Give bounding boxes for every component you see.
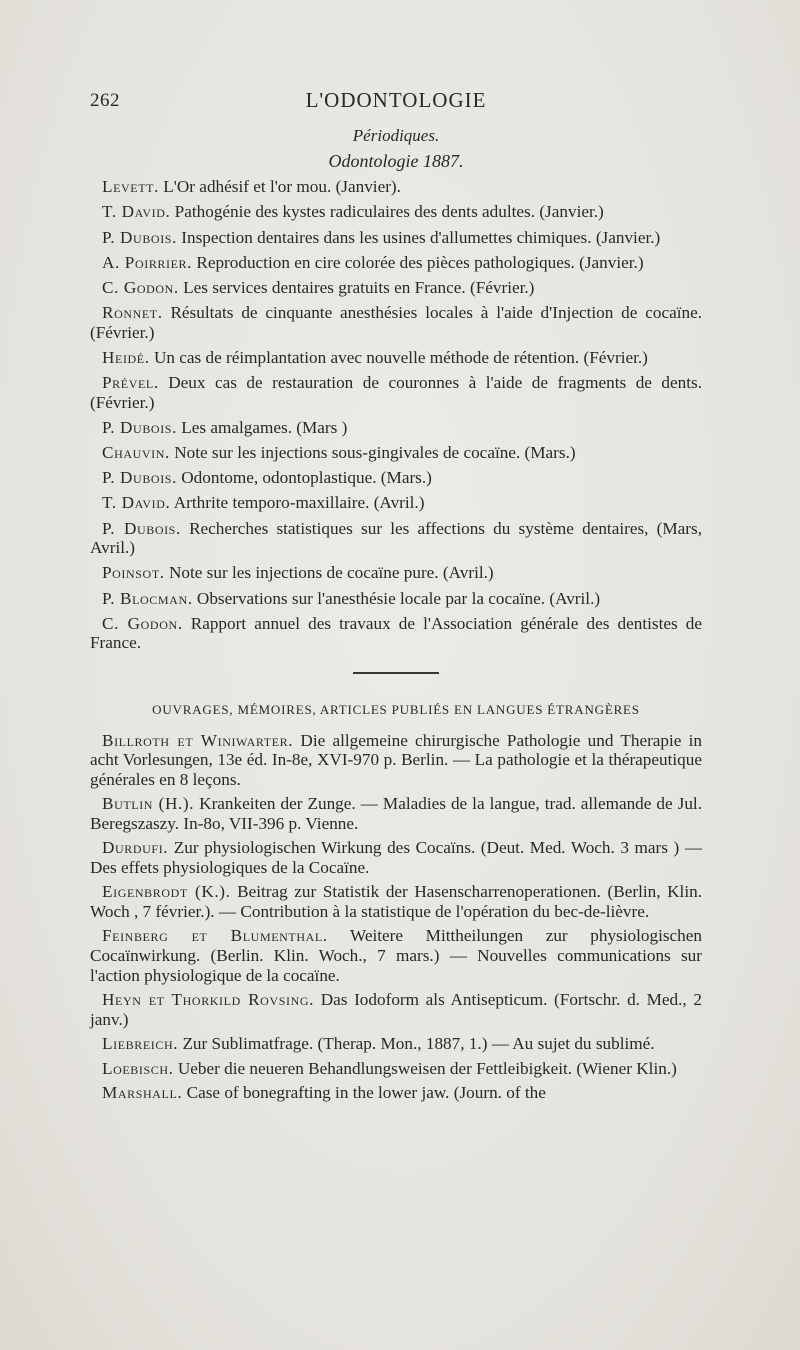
entry-author: C. Godon. xyxy=(102,277,179,297)
entry-text: Les amalgames. (Mars ) xyxy=(181,417,348,437)
bibliography-entry xyxy=(90,418,702,438)
entry-text: Zur physiologischen Wirkung des Cocaïns. (Deut. Med. Woch. 3 mars ) — Des effets physiologiques de la Cocaïne. xyxy=(90,838,703,877)
page-number: 262 xyxy=(90,90,120,111)
entry-author: Eigenbrodt (K.). xyxy=(102,882,231,902)
entry-text: Recherches statistiques sur les affections du système dentaires, (Mars, Avril.) xyxy=(90,518,702,558)
entry-text: Rapport annuel des travaux de l'Association générale des dentistes de France. xyxy=(90,613,702,653)
entry-author: Loebisch. xyxy=(102,1058,174,1078)
running-title: L'ODONTOLOGIE xyxy=(305,88,487,112)
entry-text: Note sur les injections sous-gingivales de cocaïne. (Mars.) xyxy=(174,443,576,463)
entry-text: Pathogénie des kystes radiculaires des dents adultes. (Janvier.) xyxy=(174,202,604,222)
entry-text: Beitrag zur Statistik der Hasenscharrenoperationen. (Berlin, Klin. Woch , 7 février.). — Contribution à la statistique de l'opération du bec-de-lièvre. xyxy=(90,882,703,921)
entry-author: T. David. xyxy=(102,202,171,222)
entry-text: Note sur les injections de cocaïne pure. (Avril.) xyxy=(168,563,494,583)
section-heading-foreign: OUVRAGES, MÉMOIRES, ARTICLES PUBLIÉS EN LANGUES ÉTRANGÈRES xyxy=(152,701,640,717)
subsection-title-odontologie: Odontologie 1887. xyxy=(328,150,464,171)
bibliography-entry xyxy=(90,838,702,877)
bibliography-entry xyxy=(90,493,702,513)
bibliography-entry xyxy=(90,1059,702,1079)
entry-text: Les services dentaires gratuits en France. (Février.) xyxy=(183,277,535,297)
entry-text: Résultats de cinquante anesthésies locales à l'aide d'Injection de cocaïne. (Février.) xyxy=(90,303,702,342)
entry-author: Poinsot. xyxy=(102,563,165,583)
bibliography-entry xyxy=(90,614,702,653)
section-divider xyxy=(353,672,439,674)
entry-author: Liebreich. xyxy=(102,1034,179,1054)
entry-text: Zur Sublimatfrage. (Therap. Mon., 1887, 1.) — Au sujet du sublimé. xyxy=(182,1034,655,1054)
entry-author: Heidé. xyxy=(102,347,150,367)
entry-text: Krankeiten der Zunge. — Maladies de la langue, trad. allemande de Jul. Beregszaszy. In-8o, VII-396 p. Vienne. xyxy=(90,794,703,833)
entry-author: Chauvin. xyxy=(102,443,170,463)
bibliography-entry xyxy=(90,228,702,248)
bibliography-entry xyxy=(90,1034,702,1054)
entry-author: Ronnet. xyxy=(102,303,163,323)
entry-author: P. Dubois. xyxy=(102,417,177,437)
bibliography-entry xyxy=(90,443,702,463)
bibliography-entry xyxy=(90,303,702,342)
section-title-periodiques: Périodiques. xyxy=(352,126,440,145)
entry-author: Prével. xyxy=(102,373,159,393)
entry-text: Observations sur l'anesthésie locale par la cocaïne. (Avril.) xyxy=(196,588,601,608)
bibliography-entry xyxy=(90,794,702,833)
bibliography-entry xyxy=(90,468,702,488)
entry-author: Durdufi. xyxy=(102,838,169,858)
entry-author: Butlin (H.). xyxy=(102,794,195,814)
bibliography-entry xyxy=(90,563,702,583)
entry-author: Levett. xyxy=(102,177,159,197)
bibliography-entry xyxy=(90,278,702,298)
entry-text: Case of bonegrafting in the lower jaw. (Journ. of the xyxy=(186,1083,546,1103)
entry-text: Un cas de réimplantation avec nouvelle méthode de rétention. (Février.) xyxy=(153,347,648,367)
periodiques-list xyxy=(90,177,702,653)
bibliography-entry xyxy=(90,519,702,558)
entry-author: P. Dubois. xyxy=(102,227,177,247)
bibliography-entry xyxy=(90,177,702,197)
entry-text: Reproduction en cire colorée des pièces pathologiques. (Janvier.) xyxy=(196,252,644,272)
bibliography-entry xyxy=(90,373,702,412)
entry-text: Deux cas de restauration de couronnes à l'aide de fragments de dents. (Février.) xyxy=(90,373,703,412)
entry-text: Odontome, odontoplastique. (Mars.) xyxy=(181,468,432,488)
entry-text: Inspection dentaires dans les usines d'allumettes chimiques. (Janvier.) xyxy=(181,227,661,247)
bibliography-entry xyxy=(90,882,702,921)
entry-text: Weitere Mittheilungen zur physiologischen Cocaïnwirkung. (Berlin. Klin. Woch., 7 mars.) — Nouvelles communications sur l'action physiologique de la cocaïne. xyxy=(90,926,702,985)
foreign-publications-list xyxy=(90,731,702,1103)
page-body xyxy=(90,126,702,1108)
bibliography-entry xyxy=(90,202,702,222)
entry-author: Marshall. xyxy=(102,1083,183,1103)
bibliography-entry xyxy=(90,926,702,985)
bibliography-entry xyxy=(90,253,702,273)
entry-author: C. Godon. xyxy=(102,613,183,633)
entry-text: Ueber die neueren Behandlungsweisen der Fettleibigkeit. (Wiener Klin.) xyxy=(177,1058,677,1078)
entry-author: A. Poirrier. xyxy=(102,252,193,272)
entry-author: P. Dubois. xyxy=(102,518,181,538)
bibliography-entry xyxy=(90,589,702,609)
entry-author: P. Dubois. xyxy=(102,468,177,488)
entry-author: Feinberg et Blumenthal. xyxy=(102,926,328,946)
bibliography-entry xyxy=(90,1083,702,1103)
entry-author: Billroth et Winiwarter. xyxy=(102,730,294,750)
bibliography-entry xyxy=(90,348,702,368)
bibliography-entry xyxy=(90,731,702,790)
entry-author: P. Blocman. xyxy=(102,588,193,608)
entry-text: Arthrite temporo-maxillaire. (Avril.) xyxy=(173,493,425,513)
entry-text: Das Iodoform als Antisepticum. (Fortschr. d. Med., 2 janv.) xyxy=(90,990,702,1029)
entry-text: Die allgemeine chirurgische Pathologie und Therapie in acht Vorlesungen, 13e éd. In-8e, XVI-970 p. Berlin. — La pathologie et la thérapeutique générales en 8 leçons. xyxy=(90,730,703,789)
bibliography-entry xyxy=(90,990,702,1029)
page-header xyxy=(90,88,702,118)
entry-author: Heyn et Thorkild Rovsing. xyxy=(102,990,315,1010)
entry-text: L'Or adhésif et l'or mou. (Janvier). xyxy=(163,177,401,197)
entry-author: T. David. xyxy=(102,493,171,513)
